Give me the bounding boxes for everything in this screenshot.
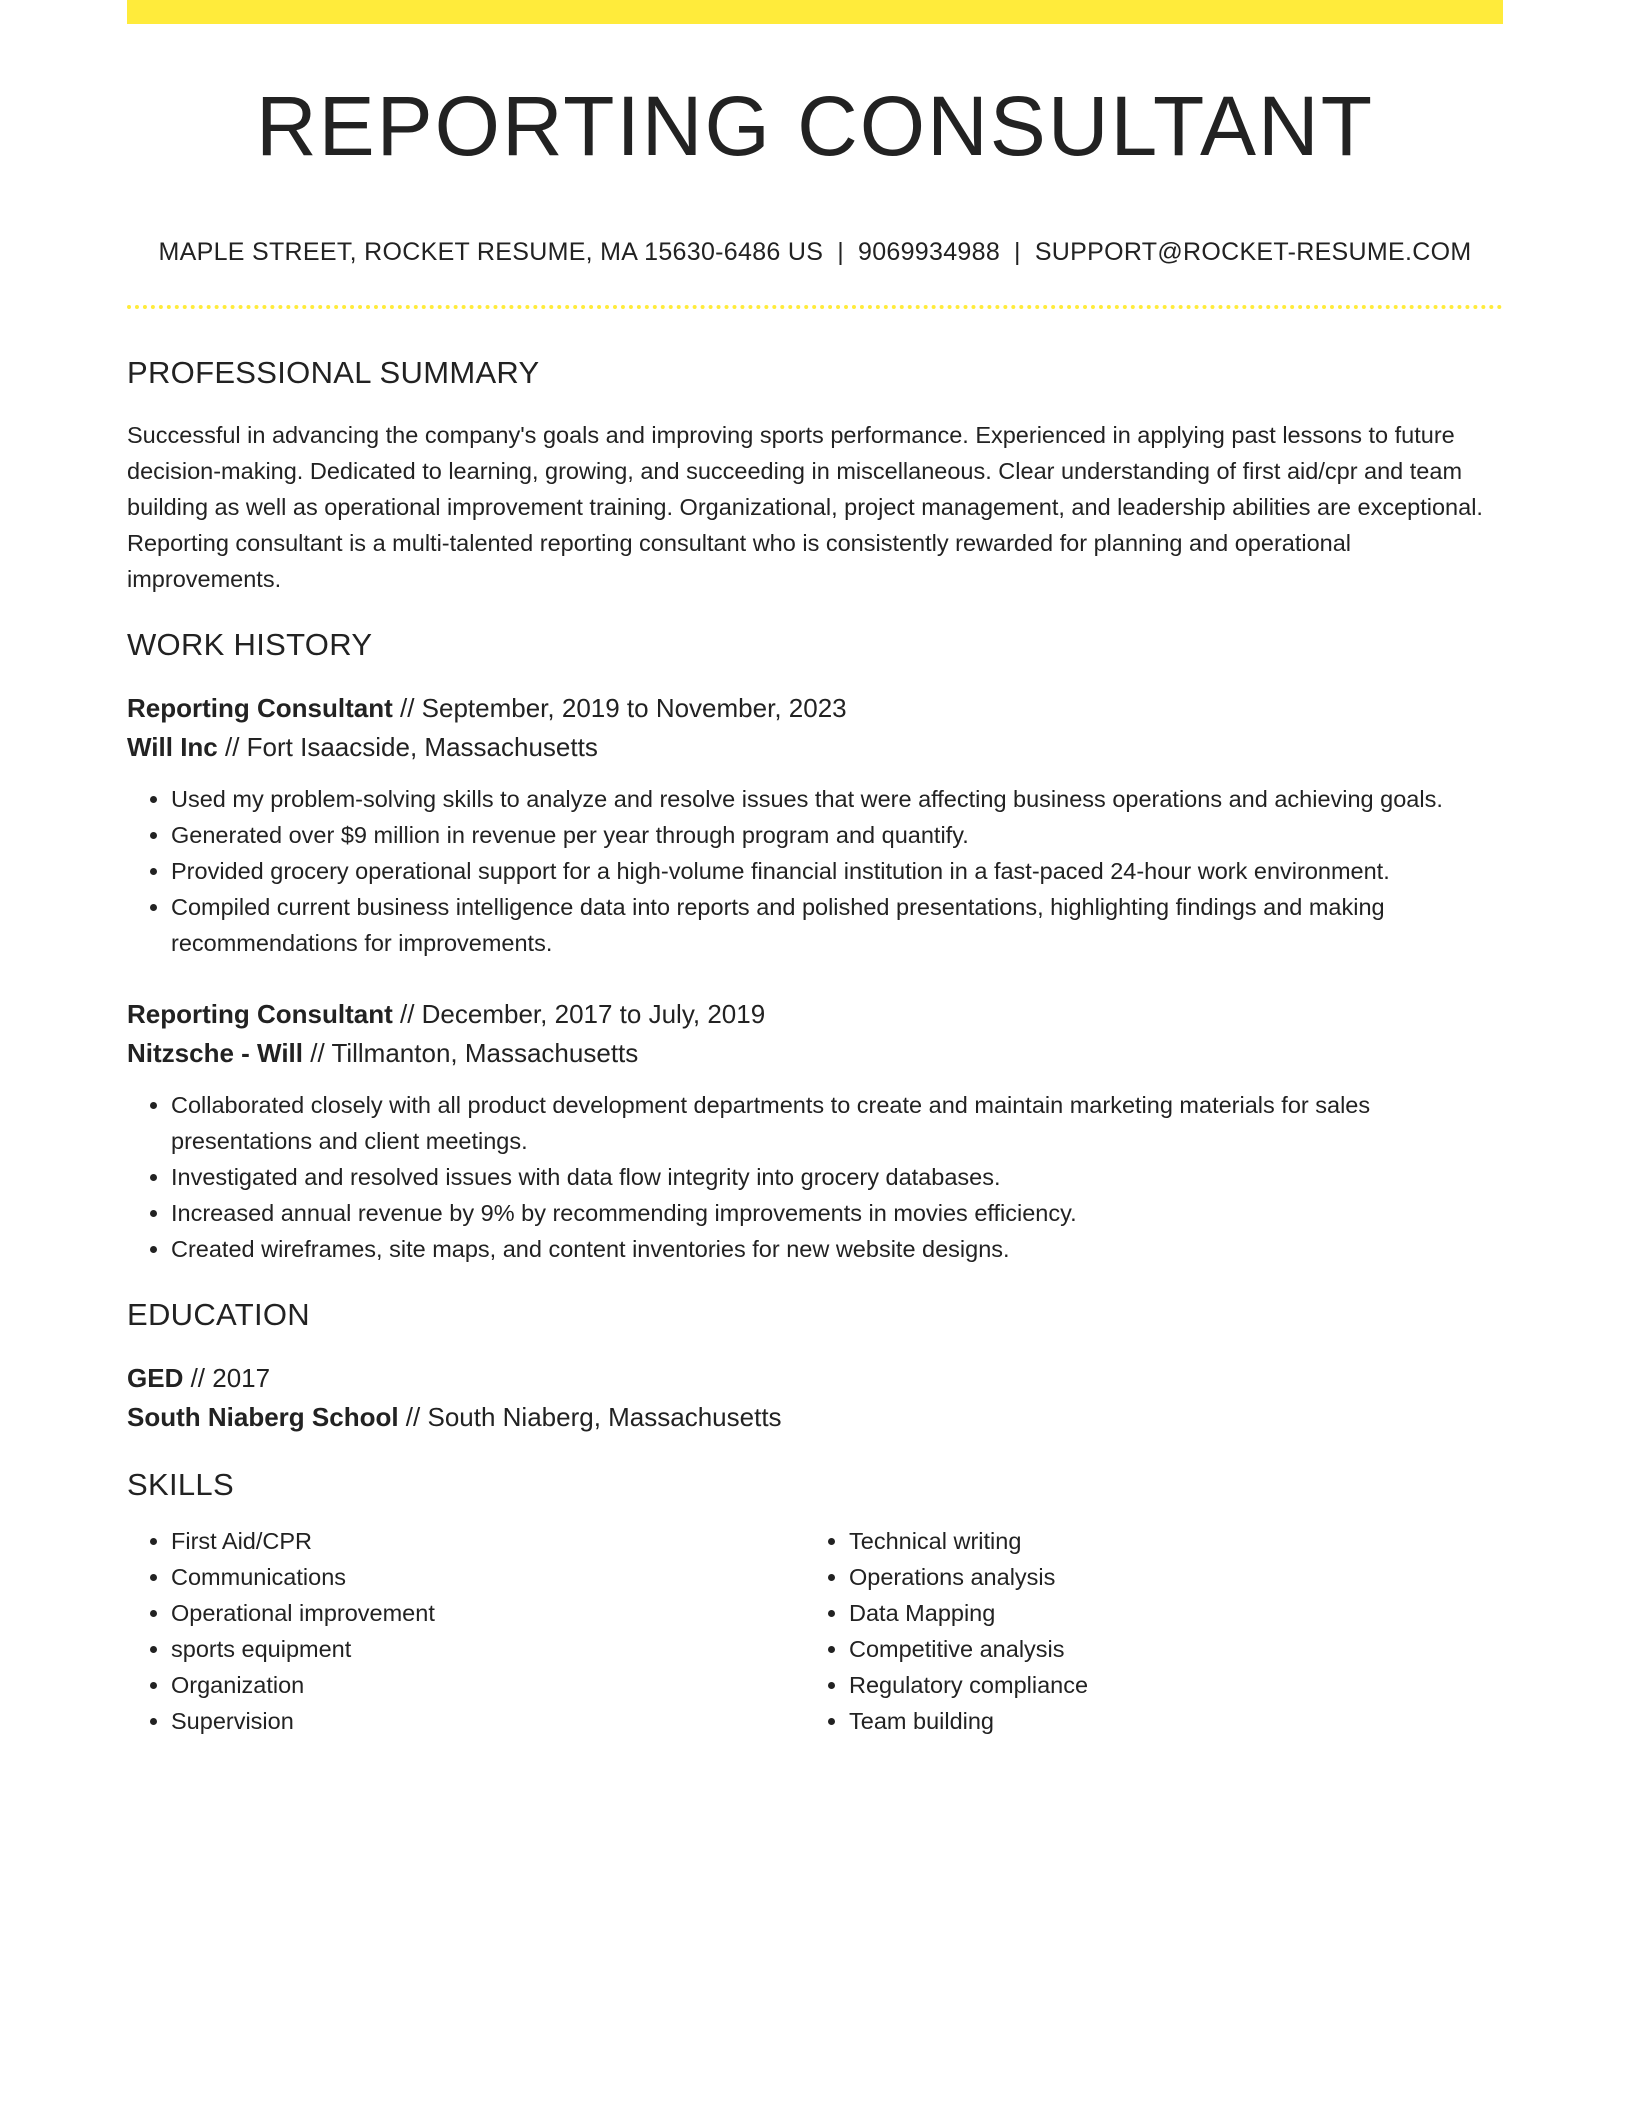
job-title-line <box>127 689 1503 728</box>
resume-name: REPORTING CONSULTANT <box>255 79 1375 173</box>
work-history-section <box>127 627 1503 1267</box>
job-company: Will Inc <box>127 732 218 763</box>
job-bullet: • Provided grocery operational support for a high-volume financial institution in a fast-paced 24-hour work environment. <box>171 853 1503 889</box>
job-entry <box>127 995 1503 1267</box>
skill-item: • First Aid/CPR <box>171 1523 805 1559</box>
skills-list <box>805 1523 1483 1739</box>
contact-phone: 9069934988 <box>857 238 1001 267</box>
resume-page <box>127 0 1503 1739</box>
job-location: // Fort Isaacside, Massachusetts <box>217 732 598 763</box>
job-bullet: • Compiled current business intelligence data into reports and polished presentations, highlighting findings and making recommendations for improvements. <box>171 889 1503 961</box>
job-bullets <box>127 781 1503 961</box>
job-dates: // December, 2017 to July, 2019 <box>392 999 766 1030</box>
education-heading: EDUCATION <box>127 1297 310 1333</box>
skill-item: • Regulatory compliance <box>849 1667 1483 1703</box>
accent-top-bar <box>127 0 1503 24</box>
education-year: // 2017 <box>183 1363 271 1394</box>
job-bullet: • Generated over $9 million in revenue per year through program and quantify. <box>171 817 1503 853</box>
job-location: // Tillmanton, Massachusetts <box>303 1038 639 1069</box>
education-degree: GED <box>127 1363 184 1394</box>
skill-item: • Team building <box>849 1703 1483 1739</box>
summary-section <box>127 355 1503 597</box>
contact-line <box>127 238 1503 267</box>
contact-email: SUPPORT@ROCKET-RESUME.COM <box>1034 238 1472 267</box>
job-bullet: • Investigated and resolved issues with data flow integrity into grocery databases. <box>171 1159 1503 1195</box>
contact-separator: | <box>837 238 844 267</box>
job-bullet: • Increased annual revenue by 9% by recommending improvements in movies efficiency. <box>171 1195 1503 1231</box>
summary-heading: PROFESSIONAL SUMMARY <box>127 355 540 391</box>
education-location: // South Niaberg, Massachusetts <box>398 1402 782 1433</box>
education-degree-line <box>127 1359 1503 1398</box>
job-title: Reporting Consultant <box>127 999 393 1030</box>
skills-heading: SKILLS <box>127 1467 234 1503</box>
contact-address: MAPLE STREET, ROCKET RESUME, MA 15630-6486 US <box>158 238 824 267</box>
skill-item: • Operations analysis <box>849 1559 1483 1595</box>
job-bullet: • Created wireframes, site maps, and content inventories for new website designs. <box>171 1231 1503 1267</box>
job-company: Nitzsche - Will <box>127 1038 304 1069</box>
education-school-line <box>127 1398 1503 1437</box>
skill-item: • Operational improvement <box>171 1595 805 1631</box>
skill-item: • Competitive analysis <box>849 1631 1483 1667</box>
skill-item: • Organization <box>171 1667 805 1703</box>
skill-item: • Technical writing <box>849 1523 1483 1559</box>
job-company-line <box>127 1034 1503 1073</box>
skill-item: • Communications <box>171 1559 805 1595</box>
skills-section <box>127 1467 1503 1739</box>
skills-column-right <box>805 1517 1483 1739</box>
contact-separator: | <box>1014 238 1021 267</box>
skill-item: • sports equipment <box>171 1631 805 1667</box>
skills-grid <box>127 1517 1503 1739</box>
job-dates: // September, 2019 to November, 2023 <box>392 693 847 724</box>
summary-text: Successful in advancing the company's goals and improving sports performance. Experienced in applying past lessons to future decision-making. Dedicated to learning, growing, and succeeding in miscellaneous. Clear understanding of first aid/cpr and team building as well as operational improvement training. Organizational, project management, and leadership abilities are exceptional. Reporting consultant is a multi-talented reporting consultant who is consistently rewarded for planning and operational improvements. <box>127 422 1483 593</box>
job-bullets <box>127 1087 1503 1267</box>
skill-item: • Supervision <box>171 1703 805 1739</box>
dotted-divider <box>127 305 1503 309</box>
education-school: South Niaberg School <box>127 1402 399 1433</box>
work-history-heading: WORK HISTORY <box>127 627 373 663</box>
skills-list <box>127 1523 805 1739</box>
education-section <box>127 1297 1503 1437</box>
skills-column-left <box>127 1517 805 1739</box>
job-title: Reporting Consultant <box>127 693 393 724</box>
job-bullet: • Used my problem-solving skills to analyze and resolve issues that were affecting business operations and achieving goals. <box>171 781 1503 817</box>
skill-item: • Data Mapping <box>849 1595 1483 1631</box>
education-entry <box>127 1359 1503 1437</box>
job-title-line <box>127 995 1503 1034</box>
job-company-line <box>127 728 1503 767</box>
job-bullet: • Collaborated closely with all product development departments to create and maintain marketing materials for sales presentations and client meetings. <box>171 1087 1503 1159</box>
job-entry <box>127 689 1503 961</box>
